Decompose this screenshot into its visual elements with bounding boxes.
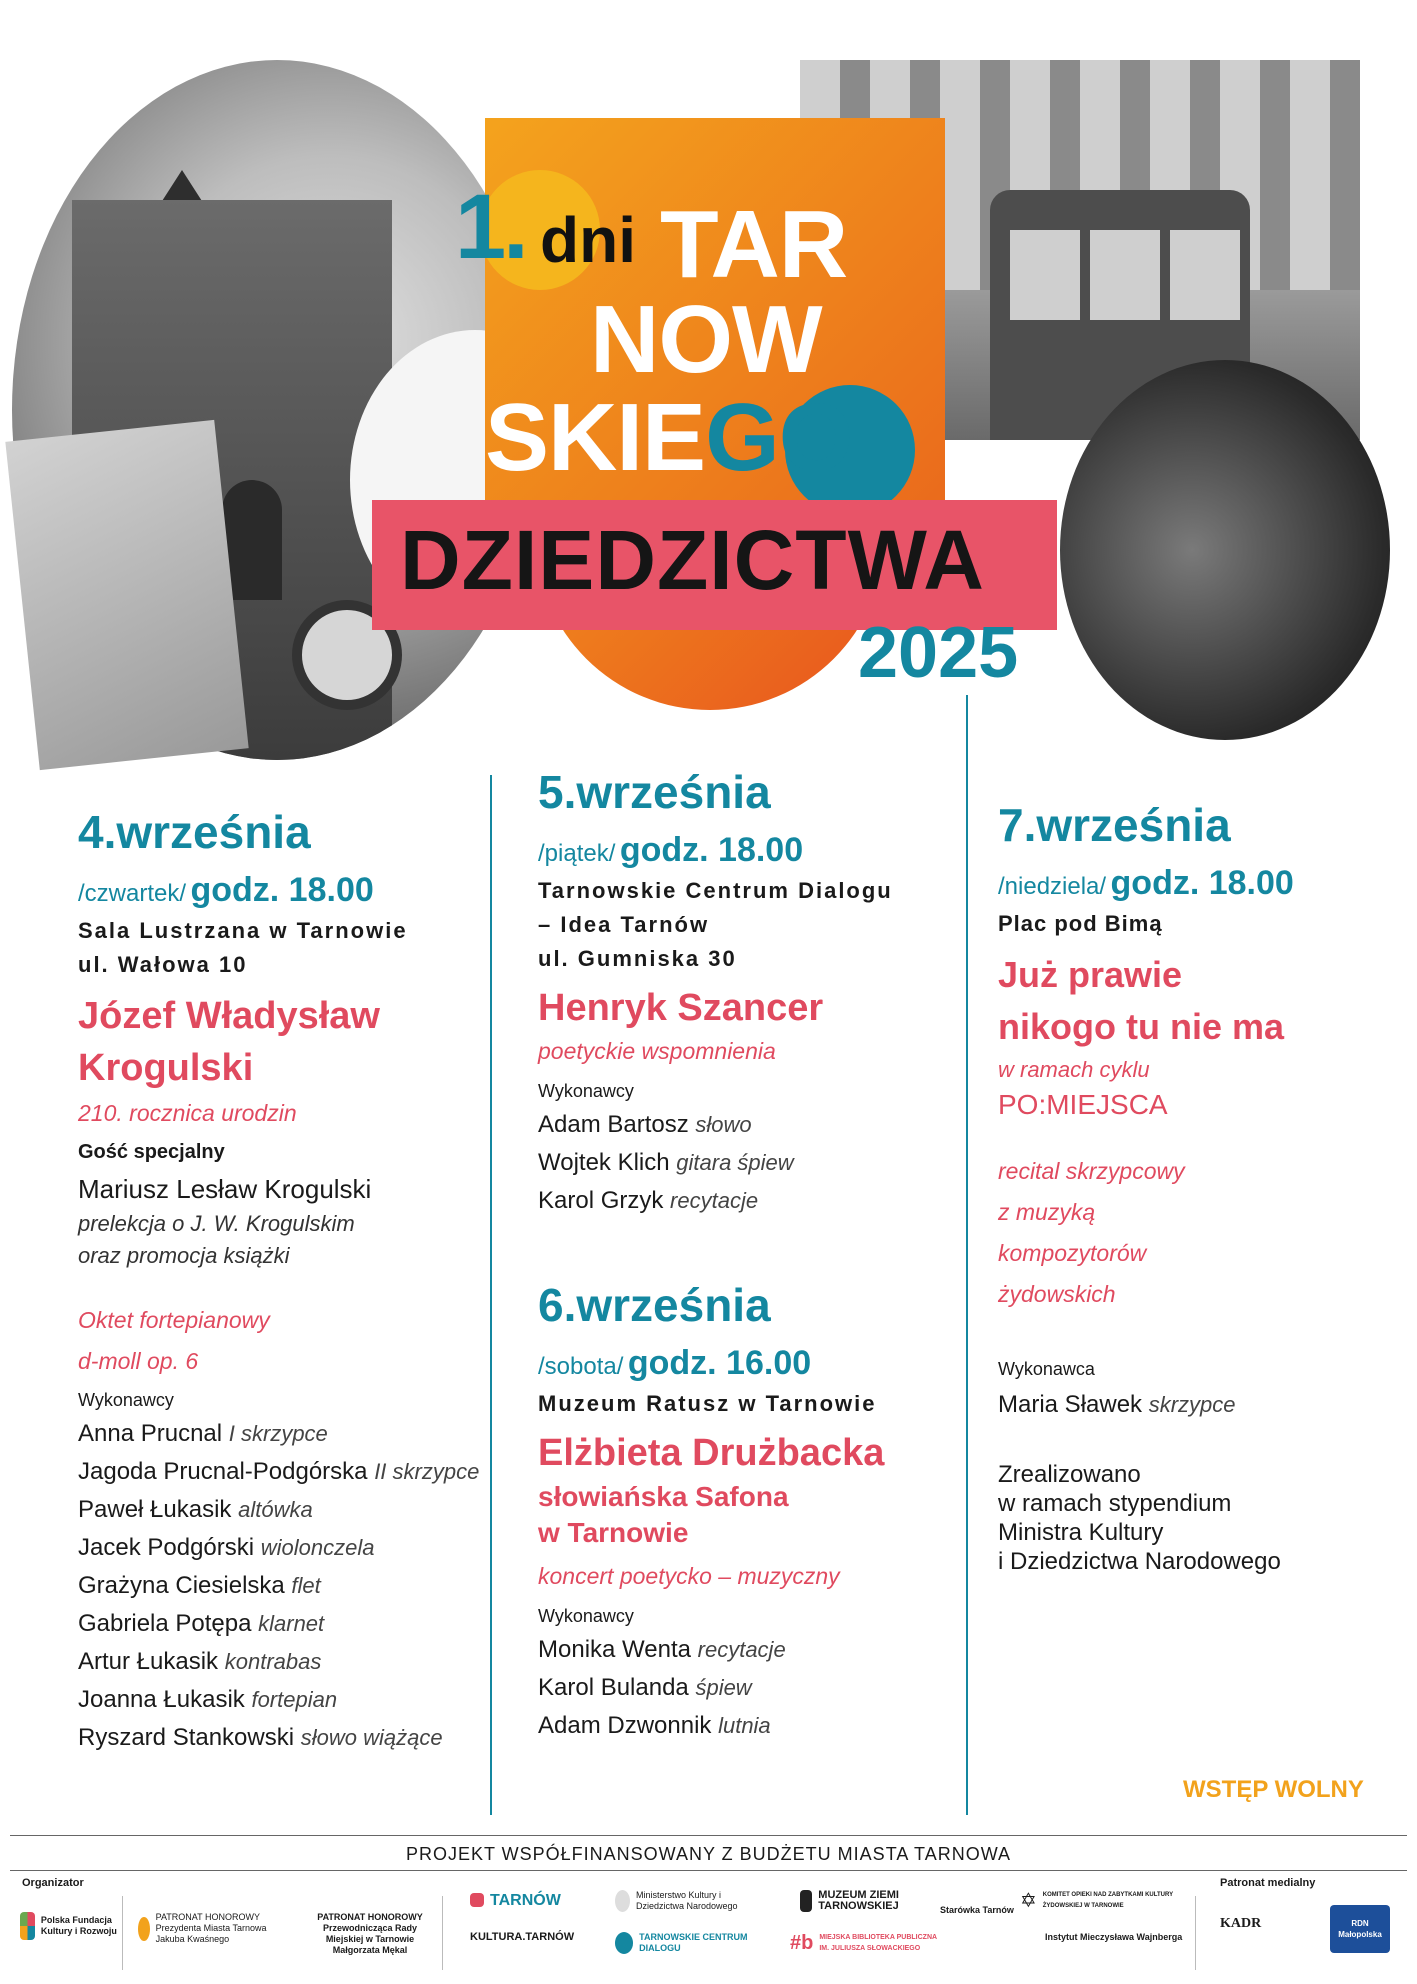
event-address: ul. Wałowa 10	[78, 952, 248, 977]
desc-line: z muzyką	[998, 1199, 1096, 1225]
footer-divider-top	[10, 1835, 1407, 1836]
event-title-line-1: Józef Władysław	[78, 995, 380, 1037]
museum-logo: MUZEUM ZIEMI TARNOWSKIEJ	[800, 1890, 910, 1912]
performer-list	[78, 1415, 498, 1757]
performer: Artur Łukasik kontrabas	[78, 1648, 322, 1675]
event-date: 6.września	[538, 1279, 771, 1331]
performer: Jagoda Prucnal-Podgórska II skrzypce	[78, 1458, 480, 1485]
wajnberg-institute-logo: Instytut Mieczysława Wajnberga	[1045, 1932, 1183, 1942]
free-entry-label: WSTĘP WOLNY	[1183, 1776, 1364, 1803]
event-venue: Muzeum Ratusz w Tarnowie	[538, 1391, 877, 1416]
event-weekday: /sobota/	[538, 1353, 624, 1380]
performer-list	[538, 1106, 958, 1220]
logo-dziedzictwa: DZIEDZICTWA	[400, 513, 985, 607]
performer: Maria Sławek skrzypce	[998, 1391, 1236, 1418]
library-logo: #b MIEJSKA BIBLIOTEKA PUBLICZNA IM. JULIUSZA SŁOWACKIEGO	[790, 1931, 937, 1954]
performer: Gabriela Potępa klarnet	[78, 1610, 325, 1637]
logo-dni: dni	[540, 204, 636, 276]
footer-divider-bottom	[10, 1870, 1407, 1871]
event-weekday: /niedziela/	[998, 873, 1107, 900]
event-subtitle: 210. rocznica urodzin	[78, 1100, 297, 1126]
kadr-logo: KADR	[1220, 1916, 1262, 1931]
event-date: 4.września	[78, 806, 311, 858]
guest-desc-2: oraz promocja książki	[78, 1243, 290, 1268]
event-title-2a: słowiańska Safona	[538, 1481, 789, 1512]
cycle-label: w ramach cyklu	[998, 1057, 1150, 1082]
event-title-line-2: Krogulski	[78, 1047, 254, 1089]
event-subtitle: koncert poetycko – muzyczny	[538, 1563, 840, 1589]
organizer-label: Organizator	[22, 1877, 84, 1889]
event-weekday: /czwartek/	[78, 880, 187, 907]
guest-desc-1: prelekcja o J. W. Krogulskim	[78, 1211, 355, 1236]
event-title: Henryk Szancer	[538, 987, 824, 1029]
event-title-line-1: Już prawie	[998, 954, 1183, 995]
event-time: godz. 18.00	[190, 871, 374, 909]
tarnow-logo: TARNÓW	[470, 1893, 590, 1907]
event-date: 5.września	[538, 766, 771, 818]
event-subtitle: poetyckie wspomnienia	[538, 1038, 776, 1064]
performer: Paweł Łukasik altówka	[78, 1496, 313, 1523]
event-venue-2: – Idea Tarnów	[538, 912, 710, 937]
event-venue: Tarnowskie Centrum Dialogu	[538, 878, 893, 903]
starowka-logo: Starówka Tarnów	[940, 1905, 1014, 1915]
media-patron-label: Patronat medialny	[1220, 1877, 1316, 1889]
event-venue: Plac pod Bimą	[998, 911, 1163, 936]
event-title: Elżbieta Drużbacka	[538, 1432, 885, 1474]
patron-council-logo: PATRONAT HONOROWY Przewodnicząca Rady Miejskiej w Tarnowie Małgorzata Mękal	[317, 1912, 423, 1955]
performer: Adam Dzwonnik lutnia	[538, 1712, 771, 1739]
cycle-name: PO:MIEJSCA	[998, 1089, 1168, 1120]
event-day-2	[538, 765, 958, 1220]
logo-line-1: TAR	[660, 191, 848, 298]
event-address: ul. Gumniska 30	[538, 946, 737, 971]
kultura-tarnow-logo: KULTURA.TARNÓW	[470, 1931, 575, 1943]
event-day-1	[78, 805, 498, 1757]
event-venue: Sala Lustrzana w Tarnowie	[78, 918, 408, 943]
performer: Karol Bulanda śpiew	[538, 1674, 752, 1701]
rdn-logo: RDN Małopolska	[1330, 1905, 1390, 1953]
logo-edition-number: 1.	[455, 176, 526, 278]
event-day-4	[998, 798, 1398, 1576]
performer: Monika Wenta recytacje	[538, 1636, 786, 1663]
event-time: godz. 18.00	[619, 831, 804, 869]
patron-mayor-logo: PATRONAT HONOROWY Prezydenta Miasta Tarnowa Jakuba Kwaśnego	[138, 1912, 298, 1945]
event-weekday: /piątek/	[538, 840, 616, 867]
performers-label: Wykonawcy	[78, 1390, 174, 1410]
performer: Grażyna Ciesielska flet	[78, 1572, 321, 1599]
performer-list	[538, 1631, 968, 1745]
logo-line-2: NOW	[590, 286, 822, 393]
performer: Joanna Łukasik fortepian	[78, 1686, 338, 1713]
paint-brushes-photo	[5, 420, 248, 770]
performer: Ryszard Stankowski słowo wiążące	[78, 1724, 443, 1751]
funding-statement: PROJEKT WSPÓŁFINANSOWANY Z BUDŻETU MIASTA TARNOWA	[405, 1844, 1012, 1864]
desc-line: kompozytorów	[998, 1240, 1147, 1266]
performer: Adam Bartosz słowo	[538, 1111, 752, 1138]
desc-line: recital skrzypcowy	[998, 1158, 1185, 1184]
jewish-heritage-committee-logo: ✡ KOMITET OPIEKI NAD ZABYTKAMI KULTURY ŻYDOWSKIEJ W TARNOWIE	[1020, 1889, 1173, 1912]
tcd-logo: TARNOWSKIE CENTRUM DIALOGU	[615, 1932, 765, 1954]
logo-year: 2025	[858, 613, 1019, 693]
event-date: 7.września	[998, 799, 1231, 851]
event-time: godz. 16.00	[627, 1344, 812, 1382]
event-description	[998, 1151, 1398, 1315]
event-time: godz. 18.00	[1110, 864, 1294, 902]
piece-title-2: d-moll op. 6	[78, 1348, 199, 1374]
event-title-2b: w Tarnowie	[538, 1517, 689, 1548]
violin-photo	[1060, 360, 1390, 740]
performer: Wojtek Klich gitara śpiew	[538, 1149, 794, 1176]
performers-label: Wykonawcy	[538, 1081, 634, 1101]
pfkir-logo: Polska Fundacja Kultury i Rozwoju	[20, 1912, 120, 1940]
performer: Anna Prucnal I skrzypce	[78, 1420, 328, 1447]
event-day-3	[538, 1278, 968, 1745]
event-title-line-2: nikogo tu nie ma	[998, 1006, 1285, 1047]
guest-label: Gość specjalny	[78, 1141, 225, 1163]
logo-line-3: SKIEGO	[485, 384, 853, 491]
ministry-logo: Ministerstwo Kultury i Dziedzictwa Narodowego	[615, 1890, 765, 1912]
piece-title-1: Oktet fortepianowy	[78, 1307, 270, 1333]
performer: Karol Grzyk recytacje	[538, 1187, 759, 1214]
performer-label: Wykonawca	[998, 1359, 1095, 1379]
desc-line: żydowskich	[998, 1281, 1116, 1307]
performers-label: Wykonawcy	[538, 1606, 634, 1626]
performer: Jacek Podgórski wiolonczela	[78, 1534, 375, 1561]
guest-name: Mariusz Lesław Krogulski	[78, 1174, 372, 1204]
funding-note: Zrealizowano w ramach stypendium Ministra Kultury i Dziedzictwa Narodowego	[998, 1461, 1281, 1575]
